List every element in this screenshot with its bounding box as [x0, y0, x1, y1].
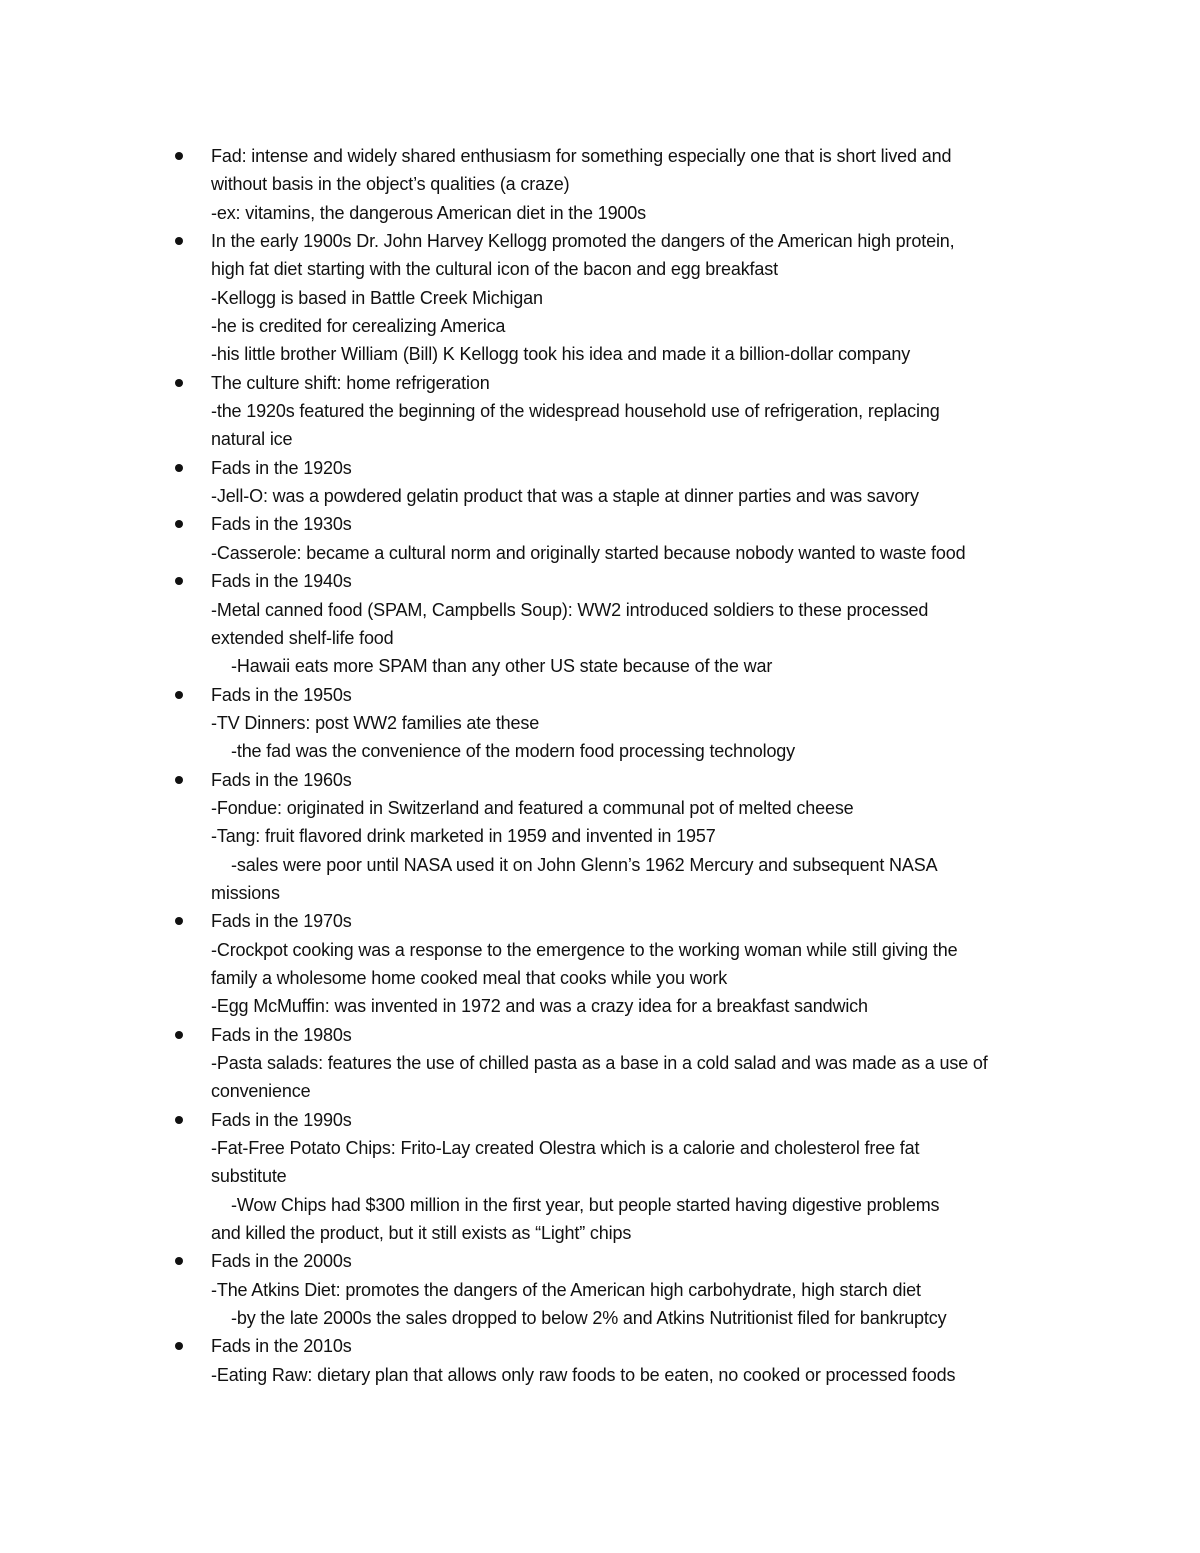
line-text: Fads in the 1990s: [211, 1109, 352, 1130]
list-item-heading: [0, 142, 1200, 170]
list-item-line: [0, 936, 1200, 964]
list-item: [0, 1106, 1200, 1248]
line-text: The culture shift: home refrigeration: [211, 372, 490, 393]
list-item-line: [0, 1191, 1200, 1219]
list-item-heading: [0, 510, 1200, 538]
list-item-line: [0, 1134, 1200, 1162]
list-item-heading: [0, 766, 1200, 794]
line-text: and killed the product, but it still exists as “Light” chips: [211, 1223, 632, 1244]
line-text: -the 1920s featured the beginning of the widespread household use of refrigeration, replacing: [211, 401, 940, 422]
bullet-icon: [175, 691, 183, 699]
line-text: -Egg McMuffin: was invented in 1972 and was a crazy idea for a breakfast sandwich: [211, 996, 868, 1017]
list-item-line: [0, 1276, 1200, 1304]
line-text: -Fondue: originated in Switzerland and featured a communal pot of melted cheese: [211, 797, 854, 818]
bullet-icon: [175, 577, 183, 585]
line-text: Fads in the 1960s: [211, 769, 352, 790]
list-item-line: [0, 1077, 1200, 1105]
line-text: -Kellogg is based in Battle Creek Michigan: [211, 287, 543, 308]
bullet-icon: [175, 1031, 183, 1039]
line-text: Fads in the 1950s: [211, 684, 352, 705]
line-text: -Wow Chips had $300 million in the first year, but people started having digestive problems: [231, 1194, 940, 1215]
list-item: [0, 907, 1200, 1020]
list-item-line: [0, 340, 1200, 368]
line-text: substitute: [211, 1166, 287, 1187]
bullet-icon: [175, 237, 183, 245]
list-item: [0, 1332, 1200, 1389]
bullet-icon: [175, 520, 183, 528]
line-text: -sales were poor until NASA used it on John Glenn’s 1962 Mercury and subsequent NASA: [231, 854, 938, 875]
bullet-icon: [175, 1116, 183, 1124]
line-text: -Metal canned food (SPAM, Campbells Soup): WW2 introduced soldiers to these processed: [211, 599, 929, 620]
line-text: -Eating Raw: dietary plan that allows only raw foods to be eaten, no cooked or processed foods: [211, 1364, 956, 1385]
list-item-line: [0, 482, 1200, 510]
list-item-heading: [0, 1021, 1200, 1049]
list-item-line: [0, 539, 1200, 567]
list-item-line: [0, 425, 1200, 453]
line-text: Fads in the 1920s: [211, 457, 352, 478]
line-text: -Hawaii eats more SPAM than any other US state because of the war: [231, 656, 773, 677]
line-text: -by the late 2000s the sales dropped to below 2% and Atkins Nutritionist filed for bankruptcy: [231, 1308, 947, 1329]
line-text: natural ice: [211, 429, 293, 450]
list-item: [0, 766, 1200, 908]
list-item-line: [0, 624, 1200, 652]
line-text: extended shelf-life food: [211, 627, 394, 648]
list-item-line: [0, 1361, 1200, 1389]
bullet-icon: [175, 776, 183, 784]
list-item-line: [0, 312, 1200, 340]
bullet-icon: [175, 379, 183, 387]
line-text: Fads in the 1940s: [211, 571, 352, 592]
line-text: -TV Dinners: post WW2 families ate these: [211, 712, 540, 733]
list-item: [0, 681, 1200, 766]
list-item-line: [0, 596, 1200, 624]
list-item: [0, 1021, 1200, 1106]
list-item-line: [0, 964, 1200, 992]
line-text: Fads in the 1930s: [211, 514, 352, 535]
list-item-heading: [0, 567, 1200, 595]
list-item-line: [0, 1049, 1200, 1077]
line-text: -Crockpot cooking was a response to the emergence to the working woman while still giving the: [211, 939, 958, 960]
list-item-line: [0, 170, 1200, 198]
line-text: -he is credited for cerealizing America: [211, 316, 506, 337]
list-item-heading: [0, 1247, 1200, 1275]
list-item-line: [0, 992, 1200, 1020]
list-item-heading: [0, 1332, 1200, 1360]
list-item-line: [0, 879, 1200, 907]
line-text: Fads in the 1970s: [211, 911, 352, 932]
bullet-list: [0, 142, 1200, 1389]
bullet-icon: [175, 917, 183, 925]
line-text: Fad: intense and widely shared enthusiasm for something especially one that is short lived and: [211, 146, 952, 166]
list-item-line: [0, 652, 1200, 680]
line-text: -Fat-Free Potato Chips: Frito-Lay created Olestra which is a calorie and cholesterol free fat: [211, 1138, 920, 1159]
list-item-line: [0, 737, 1200, 765]
bullet-icon: [175, 152, 183, 160]
line-text: -The Atkins Diet: promotes the dangers of the American high carbohydrate, high starch diet: [211, 1279, 921, 1300]
list-item-line: [0, 794, 1200, 822]
bullet-icon: [175, 1342, 183, 1350]
line-text: -Pasta salads: features the use of chilled pasta as a base in a cold salad and was made as a use of: [211, 1053, 988, 1073]
line-text: Fads in the 2000s: [211, 1251, 352, 1272]
list-item: [0, 369, 1200, 454]
list-item: [0, 1247, 1200, 1332]
list-item-line: [0, 284, 1200, 312]
list-item: [0, 227, 1200, 369]
list-item: [0, 510, 1200, 567]
line-text: -ex: vitamins, the dangerous American diet in the 1900s: [211, 202, 647, 223]
line-text: -Casserole: became a cultural norm and originally started because nobody wanted to waste food: [211, 542, 966, 563]
list-item-line: [0, 709, 1200, 737]
line-text: Fads in the 1980s: [211, 1024, 352, 1045]
list-item-heading: [0, 1106, 1200, 1134]
line-text: -Tang: fruit flavored drink marketed in 1959 and invented in 1957: [211, 826, 716, 847]
list-item-line: [0, 1219, 1200, 1247]
list-item-line: [0, 1162, 1200, 1190]
list-item: [0, 142, 1200, 227]
list-item: [0, 567, 1200, 680]
list-item-heading: [0, 369, 1200, 397]
list-item-heading: [0, 907, 1200, 935]
list-item-line: [0, 1304, 1200, 1332]
bullet-icon: [175, 1257, 183, 1265]
list-item-line: [0, 851, 1200, 879]
line-text: -the fad was the convenience of the modern food processing technology: [231, 741, 796, 762]
list-item-line: [0, 822, 1200, 850]
line-text: convenience: [211, 1081, 311, 1102]
list-item-heading: [0, 227, 1200, 255]
list-item: [0, 454, 1200, 511]
list-item-heading: [0, 681, 1200, 709]
list-item-line: [0, 255, 1200, 283]
list-item-line: [0, 199, 1200, 227]
line-text: Fads in the 2010s: [211, 1336, 352, 1357]
line-text: missions: [211, 882, 280, 903]
line-text: -Jell-O: was a powdered gelatin product that was a staple at dinner parties and was savory: [211, 486, 919, 507]
line-text: -his little brother William (Bill) K Kellogg took his idea and made it a billion-dollar company: [211, 344, 911, 365]
list-item-line: [0, 397, 1200, 425]
list-item-heading: [0, 454, 1200, 482]
line-text: high fat diet starting with the cultural icon of the bacon and egg breakfast: [211, 259, 778, 280]
line-text: In the early 1900s Dr. John Harvey Kellogg promoted the dangers of the American high protein,: [211, 231, 955, 252]
line-text: without basis in the object’s qualities (a craze): [211, 174, 570, 195]
bullet-icon: [175, 464, 183, 472]
line-text: family a wholesome home cooked meal that cooks while you work: [211, 967, 728, 988]
